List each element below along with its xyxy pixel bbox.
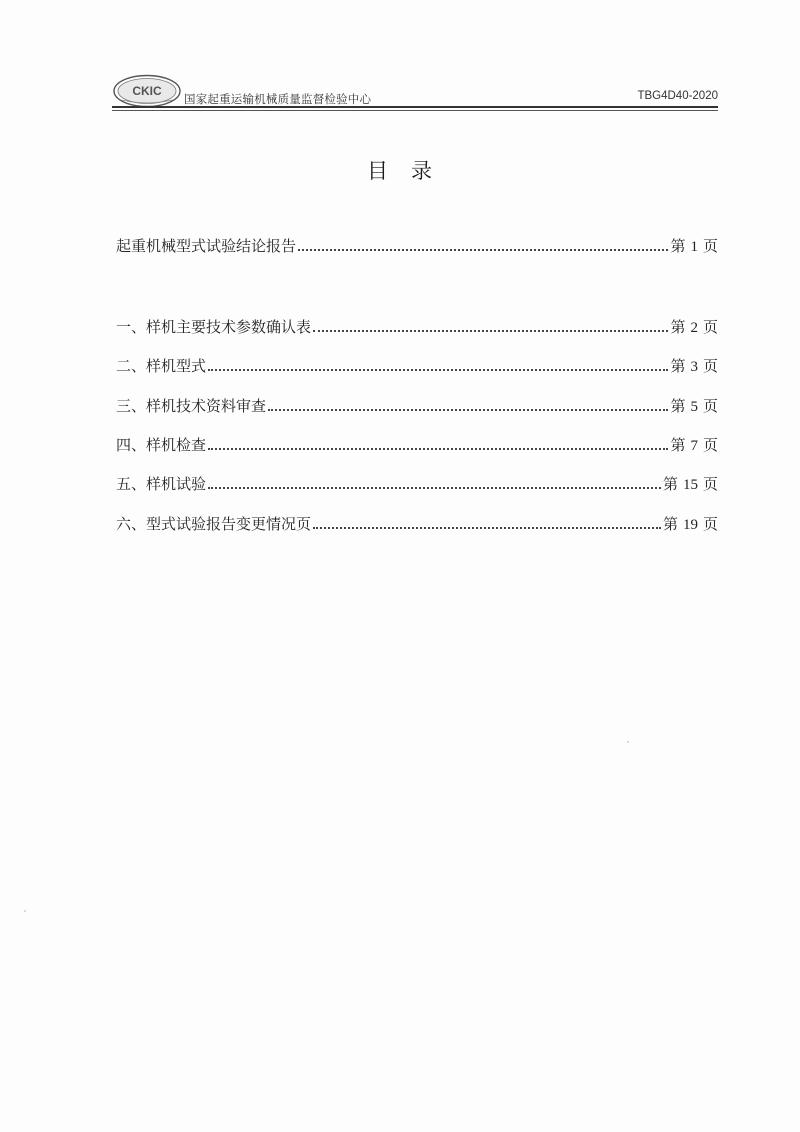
toc-entry-label: 六、型式试验报告变更情况页 bbox=[116, 515, 312, 533]
toc-page-ref: 第 7 页 bbox=[670, 436, 718, 454]
toc-page-number: 2 bbox=[690, 320, 698, 336]
toc-entry-label: 一、样机主要技术参数确认表 bbox=[116, 318, 312, 336]
toc-entry-model-type[interactable] bbox=[116, 354, 718, 376]
toc-entry-label: 五、样机试验 bbox=[116, 475, 207, 493]
toc-page-number: 1 bbox=[690, 239, 698, 255]
organization-name: 国家起重运输机械质量监督检验中心 bbox=[184, 92, 372, 106]
toc-entry-label: 三、样机技术资料审查 bbox=[116, 397, 267, 415]
organization-logo bbox=[112, 74, 182, 108]
toc-page-number: 5 bbox=[690, 399, 698, 415]
toc-page-ref: 第 3 页 bbox=[670, 357, 718, 375]
toc-page-ref: 第 5 页 bbox=[670, 397, 718, 415]
toc-page-number: 3 bbox=[690, 359, 698, 375]
toc-entry-conclusion-report[interactable] bbox=[116, 234, 718, 256]
toc-page-ref: 第 2 页 bbox=[670, 318, 718, 336]
toc-entry-change-log[interactable] bbox=[116, 512, 718, 534]
toc-page-number: 15 bbox=[682, 477, 698, 493]
page-title bbox=[0, 155, 800, 185]
toc-page-ref: 第 1 页 bbox=[670, 237, 718, 255]
toc-leader-dots bbox=[313, 329, 668, 332]
toc-leader-dots bbox=[208, 368, 668, 371]
toc-leader-dots bbox=[208, 486, 661, 489]
toc-entry-inspection[interactable] bbox=[116, 433, 718, 455]
header-rule-thick bbox=[112, 106, 718, 108]
title-char-1: 目 bbox=[367, 159, 389, 183]
title-char-2: 录 bbox=[411, 159, 433, 183]
toc-leader-dots bbox=[208, 447, 668, 450]
scan-speck bbox=[627, 741, 629, 743]
toc-page-ref: 第 19 页 bbox=[662, 515, 718, 533]
toc-page-number: 7 bbox=[690, 438, 698, 454]
toc-entry-parameters[interactable] bbox=[116, 315, 718, 337]
logo-text: CKIC bbox=[132, 84, 162, 98]
toc-page-number: 19 bbox=[682, 517, 698, 533]
toc-entry-label: 二、样机型式 bbox=[116, 357, 207, 375]
toc-entry-label: 四、样机检查 bbox=[116, 436, 207, 454]
header-rule-thin bbox=[112, 110, 718, 111]
document-code: TBG4D40-2020 bbox=[637, 90, 718, 102]
toc-page-ref: 第 15 页 bbox=[662, 475, 718, 493]
scan-speck bbox=[24, 910, 26, 912]
toc-entry-doc-review[interactable] bbox=[116, 394, 718, 416]
toc-leader-dots bbox=[313, 526, 661, 529]
toc-leader-dots bbox=[298, 248, 668, 251]
toc-entry-testing[interactable] bbox=[116, 472, 718, 494]
toc-leader-dots bbox=[268, 408, 668, 411]
toc-entry-label: 起重机械型式试验结论报告 bbox=[116, 237, 297, 255]
